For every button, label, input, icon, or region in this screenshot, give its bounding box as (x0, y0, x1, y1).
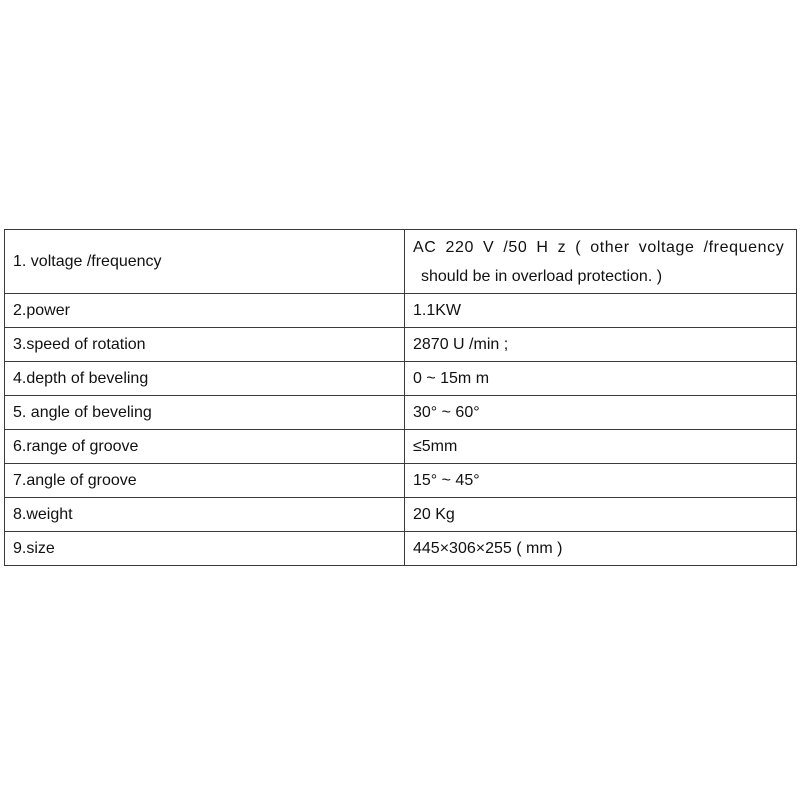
spec-value: 1.1KW (405, 294, 797, 328)
table-row (5, 430, 797, 464)
table-row (5, 362, 797, 396)
table-row (5, 230, 797, 294)
spec-label: 8.weight (5, 498, 405, 532)
spec-table (4, 229, 797, 566)
spec-label: 5. angle of beveling (5, 396, 405, 430)
spec-label: 1. voltage /frequency (5, 230, 405, 294)
table-row (5, 294, 797, 328)
table-row (5, 328, 797, 362)
spec-value-line: should be in overload protection. ) (421, 267, 663, 285)
spec-value (405, 230, 797, 294)
table-row (5, 396, 797, 430)
table-row (5, 498, 797, 532)
spec-value: 0 ~ 15m m (405, 362, 797, 396)
table-row (5, 532, 797, 566)
spec-value: 15° ~ 45° (405, 464, 797, 498)
spec-value: 2870 U /min ; (405, 328, 797, 362)
spec-label: 4.depth of beveling (5, 362, 405, 396)
spec-label: 3.speed of rotation (5, 328, 405, 362)
table-row (5, 464, 797, 498)
spec-label: 6.range of groove (5, 430, 405, 464)
spec-label: 7.angle of groove (5, 464, 405, 498)
spec-value: 30° ~ 60° (405, 396, 797, 430)
spec-value-line: AC 220 V /50 H z ( other voltage /frequency (413, 238, 785, 256)
spec-label: 2.power (5, 294, 405, 328)
spec-label: 9.size (5, 532, 405, 566)
spec-value: 20 Kg (405, 498, 797, 532)
spec-value: 445×306×255 ( mm ) (405, 532, 797, 566)
spec-value: ≤5mm (405, 430, 797, 464)
